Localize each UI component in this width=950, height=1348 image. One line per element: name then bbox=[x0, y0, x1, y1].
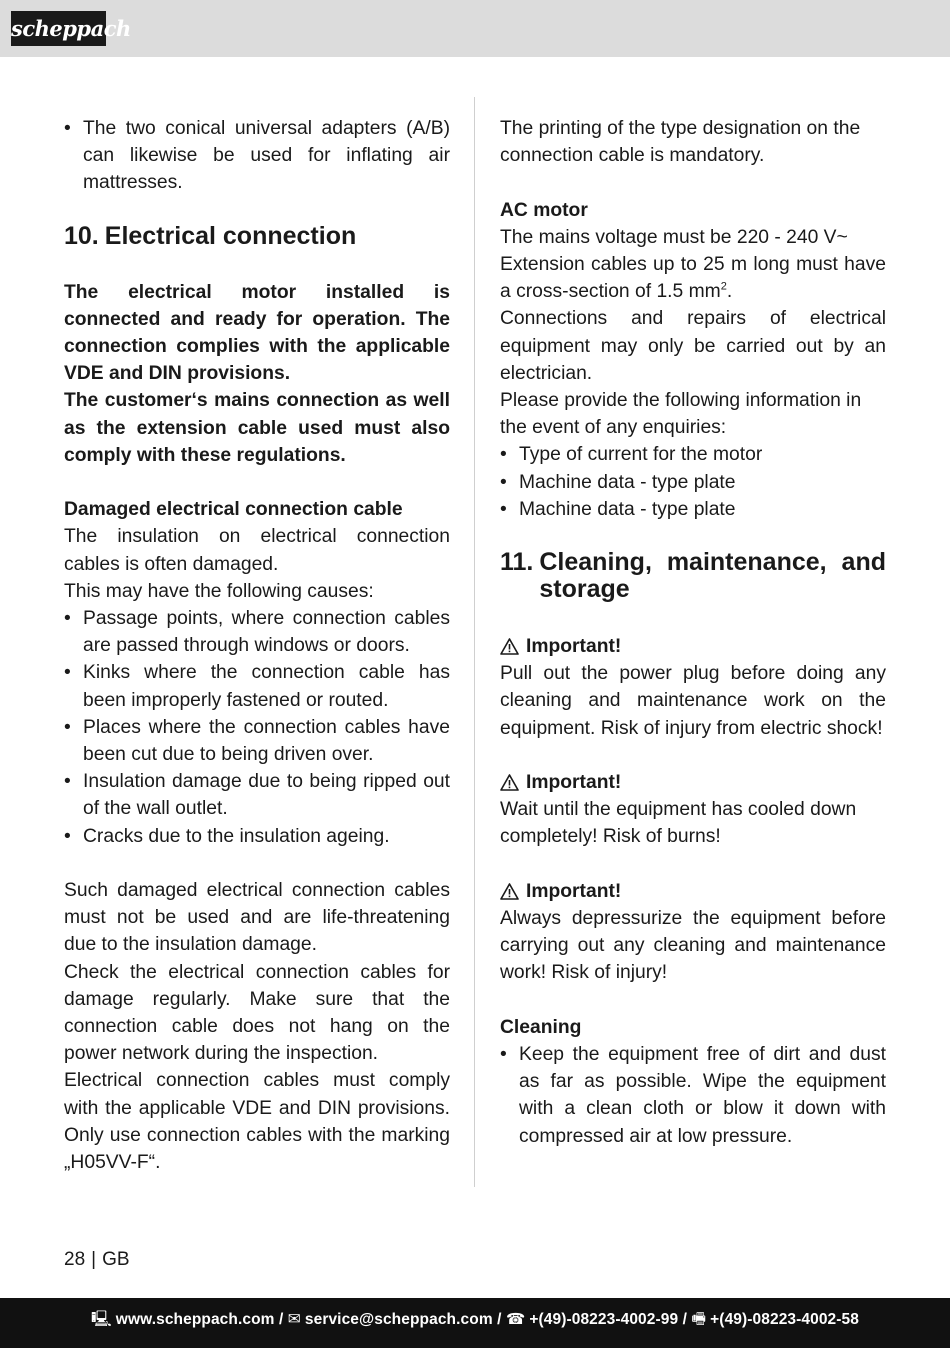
separator: / bbox=[678, 1311, 692, 1328]
important-label bbox=[500, 769, 886, 796]
section-number: 10. bbox=[64, 221, 99, 250]
text-span: Extension cables up to 25 m long must have a cross-section of 1.5 mm bbox=[500, 254, 886, 303]
list-item: • Cracks due to the insulation ageing. bbox=[64, 823, 450, 850]
warning-icon bbox=[500, 883, 519, 900]
computer-icon: 🖳 bbox=[91, 1311, 112, 1328]
paragraph: The insulation on electrical connection cables is often damaged. bbox=[64, 526, 450, 575]
important-label bbox=[500, 878, 886, 905]
important-text: Important! bbox=[526, 772, 622, 794]
paragraph: Electrical connection cables must comply with the applicable VDE and DIN provisions. Only use connection cables with the marking „H05VV-F“. bbox=[64, 1070, 450, 1174]
phone-icon: ☎ bbox=[505, 1311, 526, 1328]
left-column bbox=[64, 115, 450, 1176]
warning-icon bbox=[500, 638, 519, 655]
subheading: Cleaning bbox=[500, 1016, 582, 1038]
fax-number: +(49)-08223-4002-58 bbox=[710, 1311, 859, 1328]
paragraph bbox=[500, 251, 886, 305]
list-item: • Keep the equipment free of dirt and dust as far as possible. Wipe the equipment with a clean cloth or blow it down with compressed air at low pressure. bbox=[500, 1041, 886, 1150]
list-item: • Machine data - type plate bbox=[500, 469, 886, 496]
paragraph: The printing of the type designation on the connection cable is mandatory. bbox=[500, 118, 861, 167]
list-item: • Machine data - type plate bbox=[500, 496, 886, 523]
paragraph: Always depressurize the equipment before carrying out any cleaning and maintenance work! Risk of injury! bbox=[500, 908, 886, 984]
fax-icon: 🖷 bbox=[691, 1311, 707, 1328]
separator: / bbox=[274, 1311, 288, 1328]
page-number-value: 28 bbox=[64, 1249, 86, 1270]
paragraph: The mains voltage must be 220 - 240 V~ bbox=[500, 226, 848, 248]
email-icon: ✉ bbox=[287, 1311, 301, 1328]
important-label bbox=[500, 633, 886, 660]
list-item: • Kinks where the connection cable has been improperly fastened or routed. bbox=[64, 659, 450, 713]
website-link[interactable]: www.scheppach.com bbox=[115, 1311, 275, 1328]
subheading: Damaged electrical connection cable bbox=[64, 499, 403, 521]
separator: | bbox=[91, 1249, 97, 1270]
language-code: GB bbox=[102, 1249, 130, 1270]
section-11-heading bbox=[500, 549, 886, 603]
list-item: • Passage points, where connection cables are passed through windows or doors. bbox=[64, 605, 450, 659]
cleaning-list bbox=[500, 1041, 886, 1150]
important-text: Important! bbox=[526, 636, 622, 658]
paragraph: Check the electrical connection cables for damage regularly. Make sure that the connection cable does not hang on the power network during the inspection. bbox=[64, 961, 450, 1065]
warning-icon bbox=[500, 774, 519, 791]
section-title: Cleaning, maintenance, and storage bbox=[539, 548, 886, 604]
paragraph: Please provide the following information in the event of any enquiries: bbox=[500, 390, 862, 439]
section-number: 11. bbox=[500, 548, 534, 577]
bold-paragraph: The customer‘s mains connection as well as the extension cable used must also comply with these regulations. bbox=[64, 390, 450, 466]
list-item: • Places where the connection cables have been cut due to being driven over. bbox=[64, 714, 450, 768]
causes-list bbox=[64, 605, 450, 850]
column-divider bbox=[474, 97, 475, 1187]
email-link[interactable]: service@scheppach.com bbox=[304, 1311, 493, 1328]
important-text: Important! bbox=[526, 880, 622, 902]
paragraph: Such damaged electrical connection cables must not be used and are life-threatening due to the insulation damage. bbox=[64, 880, 450, 956]
intro-list bbox=[64, 115, 450, 197]
section-10-heading bbox=[64, 223, 450, 250]
scheppach-logo: scheppach bbox=[11, 11, 106, 46]
contact-footer bbox=[0, 1298, 950, 1348]
list-item: • Insulation damage due to being ripped out of the wall outlet. bbox=[64, 768, 450, 822]
right-column bbox=[500, 115, 886, 1150]
page-number bbox=[64, 1247, 130, 1273]
bold-paragraph: The electrical motor installed is connected and ready for operation. The connection complies with the applicable VDE and DIN provisions. bbox=[64, 281, 450, 385]
enquiry-list bbox=[500, 441, 886, 523]
text-span: . bbox=[726, 281, 733, 303]
paragraph: This may have the following causes: bbox=[64, 580, 374, 602]
page-header bbox=[0, 0, 950, 57]
superscript: 2 bbox=[720, 280, 727, 293]
list-item: • The two conical universal adapters (A/B) can likewise be used for inflating air mattresses. bbox=[64, 115, 450, 197]
paragraph: Wait until the equipment has cooled down completely! Risk of burns! bbox=[500, 799, 857, 848]
list-item: • Type of current for the motor bbox=[500, 441, 886, 468]
paragraph: Pull out the power plug before doing any cleaning and maintenance work on the equipment. Risk of injury from electric shock! bbox=[500, 663, 886, 739]
phone-number: +(49)-08223-4002-99 bbox=[529, 1311, 679, 1328]
separator: / bbox=[492, 1311, 506, 1328]
section-title: Electrical connection bbox=[104, 221, 357, 250]
paragraph: Connections and repairs of electrical equipment may only be carried out by an electrician. bbox=[500, 308, 886, 384]
subheading: AC motor bbox=[500, 199, 588, 221]
